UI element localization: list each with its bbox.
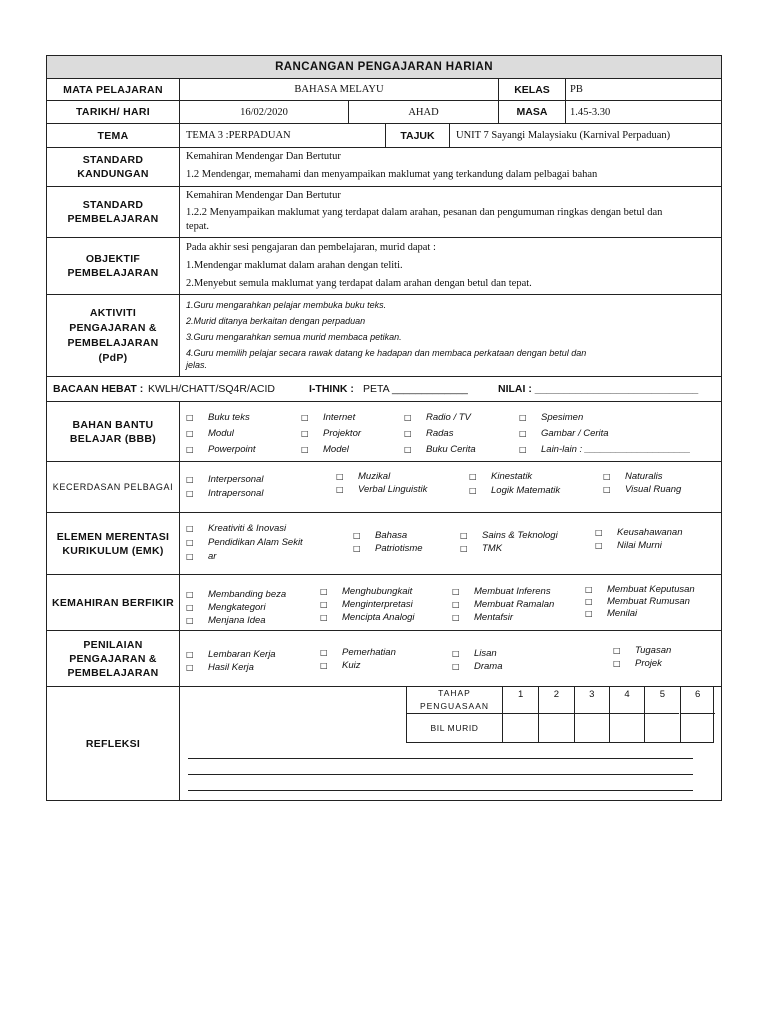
emk-row	[46, 513, 722, 575]
activity-line: 4.Guru memilih pelajar secara rawak datang ke hadapan dan membaca perkataan dengan betul dan	[186, 348, 587, 358]
checkbox-icon[interactable]: □	[186, 445, 194, 454]
checkbox-icon[interactable]: □	[519, 429, 527, 438]
option-label: ar	[208, 551, 217, 562]
option-label: Membuat Ramalan	[474, 599, 555, 610]
reading-value: KWLH/CHATT/SQ4R/ACID	[148, 383, 275, 395]
checkbox-icon[interactable]: □	[186, 650, 194, 659]
option-label: Patriotisme	[375, 543, 423, 554]
checkbox-icon[interactable]: □	[186, 590, 194, 599]
option-label: Projek	[635, 658, 662, 669]
option-label: Radas	[426, 428, 454, 439]
checkbox-icon[interactable]: □	[186, 413, 194, 422]
checkbox-icon[interactable]: □	[595, 541, 603, 550]
level-count-cell[interactable]	[574, 714, 609, 742]
reflection-label: REFLEKSI	[47, 687, 180, 800]
objective-line: 2.Menyebut semula maklumat yang terdapat dalam arahan dengan betul dan tepat.	[186, 278, 532, 289]
option-label: Keusahawanan	[617, 527, 683, 538]
option-label: Sains & Teknologi	[482, 530, 558, 541]
checkbox-icon[interactable]: □	[519, 445, 527, 454]
learning-standard-label: STANDARD PEMBELAJARAN	[47, 187, 180, 237]
checkbox-icon[interactable]: □	[460, 531, 468, 540]
option-label: Menilai	[607, 608, 638, 619]
checkbox-icon[interactable]: □	[186, 524, 194, 533]
checkbox-icon[interactable]: □	[353, 544, 361, 553]
date-value: 16/02/2020	[240, 106, 288, 118]
checkbox-icon[interactable]: □	[404, 413, 412, 422]
objective-label: OBJEKTIF PEMBELAJARAN	[47, 238, 180, 294]
activity-line: 1.Guru mengarahkan pelajar membuka buku teks.	[186, 300, 387, 310]
option-label: Intrapersonal	[208, 488, 264, 499]
date-label: TARIKH/ HARI	[47, 101, 180, 123]
checkbox-icon[interactable]: □	[613, 659, 621, 668]
emk-label: ELEMEN MERENTASI KURIKULUM (EMK)	[47, 513, 180, 574]
checkbox-icon[interactable]: □	[469, 486, 477, 495]
option-label: Membuat Inferens	[474, 586, 551, 597]
activity-label: AKTIVITI PENGAJARAN & PEMBELAJARAN (PdP)	[47, 295, 180, 376]
option-label: Nilai Murni	[617, 540, 662, 551]
checkbox-icon[interactable]: □	[452, 587, 460, 596]
checkbox-icon[interactable]: □	[336, 472, 344, 481]
option-label: Mengkategori	[208, 602, 266, 613]
checkbox-icon[interactable]: □	[585, 609, 593, 618]
thinking-row	[46, 575, 722, 631]
thinking-options	[186, 575, 715, 630]
time-value: 1.45-3.30	[565, 101, 721, 123]
checkbox-icon[interactable]: □	[603, 485, 611, 494]
level-count-cell[interactable]	[503, 714, 538, 742]
level-count-cell[interactable]	[644, 714, 679, 742]
teaching-aids-options	[186, 402, 715, 461]
option-label: Gambar / Cerita	[541, 428, 609, 439]
class-label: KELAS	[498, 79, 565, 100]
checkbox-icon[interactable]: □	[186, 538, 194, 547]
option-label: Membanding beza	[208, 589, 287, 600]
reflection-line	[188, 790, 693, 791]
option-label: Tugasan	[635, 645, 672, 656]
option-label: Membuat Keputusan	[607, 584, 695, 595]
time-label: MASA	[498, 101, 565, 123]
level-count-cell[interactable]	[609, 714, 644, 742]
level-header: 4	[609, 687, 644, 714]
teaching-aids-label: BAHAN BANTU BELAJAR (BBB)	[47, 402, 180, 461]
option-label: Verbal Linguistik	[358, 484, 428, 495]
subject-label: MATA PELAJARAN	[47, 79, 180, 100]
checkbox-icon[interactable]: □	[320, 587, 328, 596]
learning-standard-line: Kemahiran Mendengar Dan Bertutur	[186, 190, 341, 201]
checkbox-icon[interactable]: □	[320, 600, 328, 609]
option-label: Modul	[208, 428, 234, 439]
activity-line: jelas.	[186, 360, 208, 370]
option-label: Bahasa	[375, 530, 408, 541]
day-value: AHAD	[348, 101, 498, 123]
form-title-row	[46, 55, 722, 79]
checkbox-icon[interactable]: □	[186, 663, 194, 672]
topic-value: UNIT 7 Sayangi Malaysiaku (Karnival Perpaduan)	[449, 124, 721, 147]
student-count-label: BIL MURID	[430, 723, 479, 733]
checkbox-icon[interactable]: □	[320, 613, 328, 622]
reading-label: BACAAN HEBAT :	[53, 383, 144, 395]
date-row	[46, 101, 722, 124]
option-label: Lain-lain : ____________________	[541, 444, 691, 455]
theme-row	[46, 124, 722, 148]
level-count-cell[interactable]	[680, 714, 715, 742]
option-label: Powerpoint	[208, 444, 256, 455]
ithink-value: PETA _____________	[363, 383, 468, 395]
level-header: 6	[680, 687, 715, 714]
option-label: TMK	[482, 543, 503, 554]
activity-line: 3.Guru mengarahkan semua murid membaca petikan.	[186, 332, 402, 342]
option-label: Muzikal	[358, 471, 391, 482]
level-header: 1	[503, 687, 538, 714]
level-header: 3	[574, 687, 609, 714]
checkbox-icon[interactable]: □	[186, 552, 194, 561]
checkbox-icon[interactable]: □	[186, 489, 194, 498]
checkbox-icon[interactable]: □	[603, 472, 611, 481]
topic-label: TAJUK	[385, 124, 449, 147]
intelligence-label: KECERDASAN PELBAGAI	[47, 462, 180, 512]
checkbox-icon[interactable]: □	[404, 429, 412, 438]
activity-row	[46, 295, 722, 377]
option-label: Menjana Idea	[208, 615, 266, 626]
option-label: Mencipta Analogi	[342, 612, 415, 623]
checkbox-icon[interactable]: □	[460, 544, 468, 553]
checkbox-icon[interactable]: □	[301, 445, 309, 454]
learning-standard-row	[46, 187, 722, 238]
option-label: Visual Ruang	[625, 484, 682, 495]
checkbox-icon[interactable]: □	[320, 661, 328, 670]
subject-value: BAHASA MELAYU	[294, 84, 384, 95]
checkbox-icon[interactable]: □	[452, 600, 460, 609]
intelligence-options	[186, 462, 715, 512]
checkbox-icon[interactable]: □	[452, 613, 460, 622]
lesson-plan-form	[46, 55, 722, 801]
mastery-level-label: TAHAP PENGUASAAN	[407, 687, 502, 714]
reflection-row	[46, 687, 722, 801]
option-label: Menginterpretasi	[342, 599, 413, 610]
values-label: NILAI : ____________________________	[498, 383, 699, 395]
level-cells	[502, 687, 713, 742]
theme-value: TEMA 3 :PERPADUAN	[186, 130, 291, 141]
checkbox-icon[interactable]: □	[585, 597, 593, 606]
checkbox-icon[interactable]: □	[595, 528, 603, 537]
option-label: Kuiz	[342, 660, 361, 671]
assessment-options	[186, 631, 715, 686]
class-value: PB	[565, 79, 721, 100]
assessment-label: PENILAIAN PENGAJARAN & PEMBELAJARAN	[47, 631, 180, 686]
option-label: Spesimen	[541, 412, 584, 423]
theme-label: TEMA	[47, 124, 180, 147]
checkbox-icon[interactable]: □	[186, 475, 194, 484]
reflection-line	[188, 758, 693, 759]
teaching-aids-row	[46, 402, 722, 462]
reading-row	[46, 377, 722, 402]
content-standard-label: STANDARD KANDUNGAN	[47, 148, 180, 186]
checkbox-icon[interactable]: □	[320, 648, 328, 657]
option-label: Internet	[323, 412, 356, 423]
activity-line: 2.Murid ditanya berkaitan dengan perpaduan	[186, 316, 366, 326]
emk-options	[186, 513, 715, 574]
checkbox-icon[interactable]: □	[519, 413, 527, 422]
option-label: Logik Matematik	[491, 485, 561, 496]
option-label: Membuat Rumusan	[607, 596, 690, 607]
objective-row	[46, 238, 722, 295]
checkbox-icon[interactable]: □	[186, 616, 194, 625]
option-label: Projektor	[323, 428, 362, 439]
option-label: Lisan	[474, 648, 497, 659]
checkbox-icon[interactable]: □	[452, 649, 460, 658]
option-label: Mentafsir	[474, 612, 514, 623]
ithink-label: I-THINK :	[309, 383, 354, 395]
option-label: Pemerhatian	[342, 647, 396, 658]
intelligence-row	[46, 462, 722, 513]
option-label: Kinestatik	[491, 471, 533, 482]
thinking-label: KEMAHIRAN BERFIKIR	[47, 575, 180, 630]
reflection-line	[188, 774, 693, 775]
checkbox-icon[interactable]: □	[404, 445, 412, 454]
objective-line: Pada akhir sesi pengajaran dan pembelajaran, murid dapat :	[186, 242, 436, 253]
checkbox-icon[interactable]: □	[301, 429, 309, 438]
option-label: Lembaran Kerja	[208, 649, 276, 660]
checkbox-icon[interactable]: □	[336, 485, 344, 494]
option-label: Kreativiti & Inovasi	[208, 523, 287, 534]
option-label: Buku Cerita	[426, 444, 476, 455]
content-standard-row	[46, 148, 722, 187]
checkbox-icon[interactable]: □	[452, 662, 460, 671]
option-label: Pendidikan Alam Sekit	[208, 537, 303, 548]
checkbox-icon[interactable]: □	[353, 531, 361, 540]
option-label: Drama	[474, 661, 503, 672]
option-label: Radio / TV	[426, 412, 471, 423]
checkbox-icon[interactable]: □	[585, 585, 593, 594]
learning-standard-line: tepat.	[186, 221, 210, 232]
option-label: Interpersonal	[208, 474, 264, 485]
content-standard-line: Kemahiran Mendengar Dan Bertutur	[186, 151, 341, 162]
option-label: Naturalis	[625, 471, 663, 482]
level-count-cell[interactable]	[538, 714, 573, 742]
form-title: RANCANGAN PENGAJARAN HARIAN	[275, 61, 493, 73]
level-header: 5	[644, 687, 679, 714]
option-label: Menghubungkait	[342, 586, 413, 597]
content-standard-line: 1.2 Mendengar, memahami dan menyampaikan maklumat yang terkandung dalam pelbagai bahan	[186, 169, 598, 180]
objective-line: 1.Mendengar maklumat dalam arahan dengan teliti.	[186, 260, 403, 271]
learning-standard-line: 1.2.2 Menyampaikan maklumat yang terdapat dalam arahan, pesanan dan pengumuman ringkas dengan betul dan	[186, 207, 663, 218]
checkbox-icon[interactable]: □	[186, 603, 194, 612]
checkbox-icon[interactable]: □	[613, 646, 621, 655]
option-label: Model	[323, 444, 349, 455]
checkbox-icon[interactable]: □	[186, 429, 194, 438]
checkbox-icon[interactable]: □	[301, 413, 309, 422]
option-label: Buku teks	[208, 412, 250, 423]
level-header: 2	[538, 687, 573, 714]
subject-row	[46, 79, 722, 101]
option-label: Hasil Kerja	[208, 662, 254, 673]
checkbox-icon[interactable]: □	[469, 472, 477, 481]
assessment-row	[46, 631, 722, 687]
level-table	[406, 687, 714, 743]
